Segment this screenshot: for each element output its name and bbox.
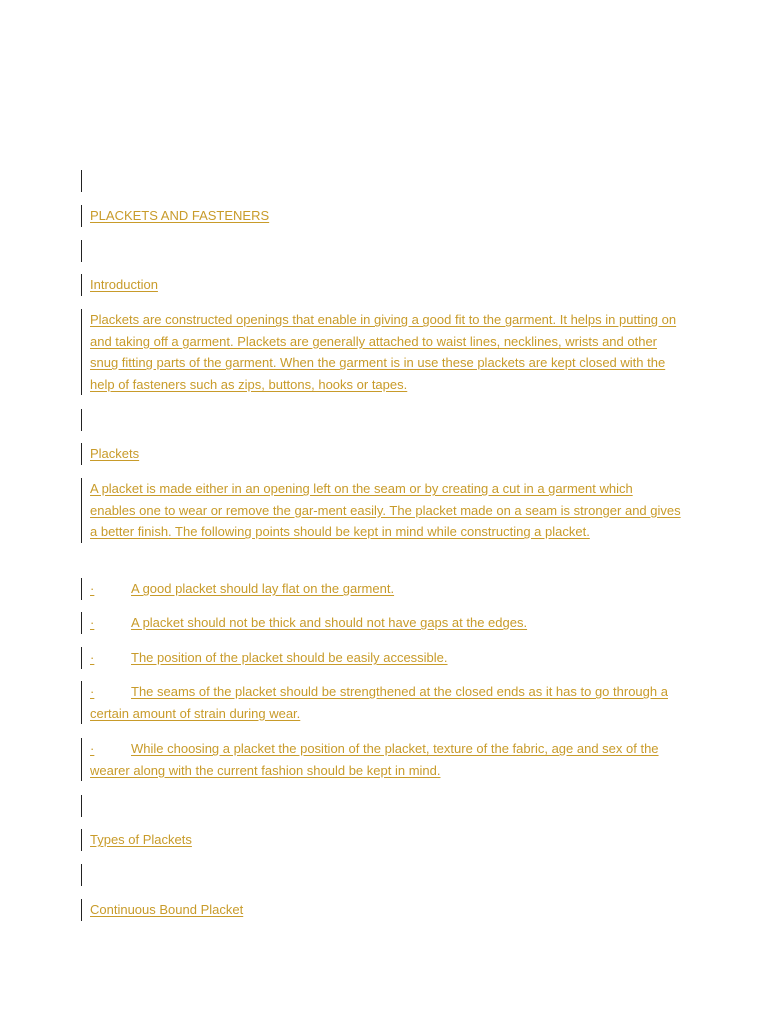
empty-line	[90, 409, 681, 431]
list-item	[90, 578, 681, 600]
bullet-paragraph[interactable]	[81, 612, 681, 634]
empty-line	[90, 240, 681, 262]
list-item	[90, 647, 681, 669]
bullet-icon: ·	[90, 684, 95, 699]
section-heading-continuous-bound: Continuous Bound Placket	[90, 902, 244, 917]
bullet-text: The seams of the placket should be strengthened at the closed ends as it has to go through a certain amount of strain during wear.	[90, 684, 668, 721]
intro-heading-paragraph[interactable]	[81, 274, 681, 296]
document-title: PLACKETS AND FASTENERS	[90, 208, 270, 223]
section-heading-plackets: Plackets	[90, 446, 140, 461]
plackets-text-paragraph[interactable]	[81, 478, 681, 543]
empty-line	[90, 864, 681, 886]
empty-paragraph[interactable]	[81, 864, 681, 886]
list-item	[90, 612, 681, 634]
list-item	[90, 738, 681, 781]
bullet-paragraph[interactable]	[81, 578, 681, 600]
bullet-text: The position of the placket should be easily accessible.	[131, 650, 448, 665]
plackets-heading-paragraph[interactable]	[81, 443, 681, 465]
bullet-text: A good placket should lay flat on the garment.	[131, 581, 395, 596]
empty-paragraph[interactable]	[81, 170, 681, 192]
empty-paragraph[interactable]	[81, 240, 681, 262]
intro-body-text: Plackets are constructed openings that enable in giving a good fit to the garment. It helps in putting on and taking off a garment. Plackets are generally attached to waist lines, necklines, wrists and other snug fitting parts of the garment. When the garment is in use these plackets are kept closed with the help of fasteners such as zips, buttons, hooks or tapes.	[90, 312, 677, 392]
empty-line	[90, 170, 681, 192]
bullet-text: A placket should not be thick and should not have gaps at the edges.	[131, 615, 528, 630]
list-item	[90, 681, 681, 724]
plackets-body-text: A placket is made either in an opening left on the seam or by creating a cut in a garment which enables one to wear or remove the gar-ment easily. The placket made on a seam is stronger and gives a better finish. The following points should be kept in mind while constructing a placket.	[90, 481, 681, 540]
bullet-paragraph[interactable]	[81, 681, 681, 724]
empty-paragraph[interactable]	[81, 795, 681, 817]
types-heading-paragraph[interactable]	[81, 829, 681, 851]
section-heading-introduction: Introduction	[90, 277, 158, 292]
bullet-paragraph[interactable]	[81, 647, 681, 669]
title-paragraph[interactable]	[81, 205, 681, 227]
bullet-paragraph[interactable]	[81, 738, 681, 781]
empty-paragraph[interactable]	[81, 409, 681, 431]
continuous-heading-paragraph[interactable]	[81, 899, 681, 921]
empty-line	[90, 795, 681, 817]
bullet-icon: ·	[90, 741, 95, 756]
section-heading-types: Types of Plackets	[90, 832, 192, 847]
bullet-icon: ·	[90, 615, 95, 630]
intro-text-paragraph[interactable]	[81, 309, 681, 395]
bullet-icon: ·	[90, 650, 95, 665]
bullet-icon: ·	[90, 581, 95, 596]
bullet-text: While choosing a placket the position of the placket, texture of the fabric, age and sex of the wearer along with the current fashion should be kept in mind.	[90, 741, 659, 778]
